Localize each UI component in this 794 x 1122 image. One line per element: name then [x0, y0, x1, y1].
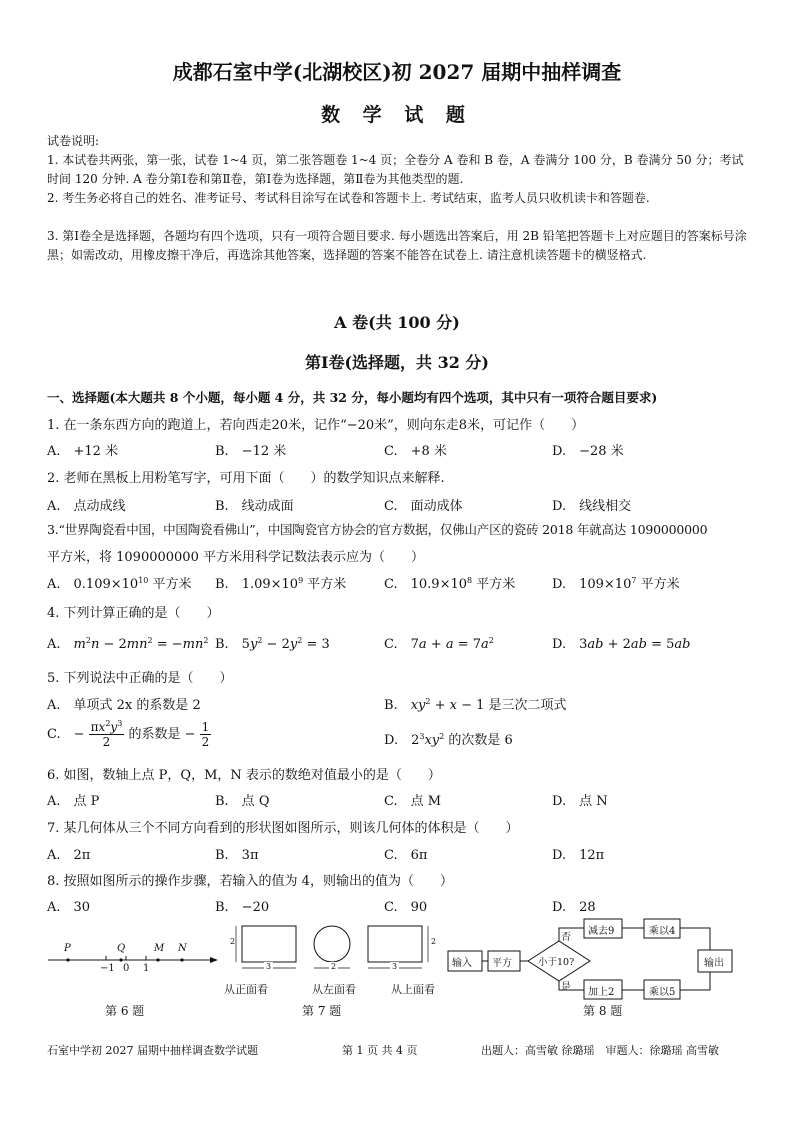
top-dim-3: 3: [392, 962, 398, 971]
front-view-label: 从正面看: [224, 983, 268, 996]
top-view-label: 从上面看: [391, 983, 435, 996]
instruction-2: 2. 考生务必将自己的姓名、准考证号、考试科目涂写在试卷和答题卡上. 考试结束，监考人员只收机读卡和答题卷.: [47, 191, 650, 205]
exam-subtitle: 数 学 试 题: [321, 104, 473, 126]
footer-page-number: 第 1 页 共 4 页: [342, 1044, 418, 1057]
q4-option-c: C. $7a + a = 7a^2$: [384, 636, 494, 652]
multiple-choice-heading: 一、选择题(本大题共 8 个小题，每小题 4 分，共 32 分，每小题均有四个选项，其中只有一项符合题目要求): [47, 390, 658, 405]
arrow-mul5-output: [680, 972, 710, 990]
question-1-stem: 1. 在一条东西方向的跑道上，若向西走20米，记作“−20米”，则向东走8米，可记作（ ）: [47, 418, 585, 433]
question-2-stem: 2. 老师在黑板上用粉笔写字，可用下面（ ）的数学知识点来解释.: [47, 471, 445, 486]
q7-option-b: B. 3π: [215, 848, 259, 863]
q4-option-b: B. $5y^2 - 2y^2 = 3$: [215, 636, 330, 652]
q3-option-a: A. $0.109\times 10^{10}$ 平方米: [47, 576, 192, 592]
flow-plus-label: 加上2: [588, 987, 615, 998]
question-7-stem: 7. 某几何体从三个不同方向看到的形状图如图所示，则该几何体的体积是（ ）: [47, 821, 519, 836]
q2-option-b: B. 线动成面: [215, 499, 294, 514]
q4-option-a: A. $m^2n - 2mn^2 = -mn^2$: [47, 636, 209, 652]
tick-label-1: 1: [143, 963, 150, 974]
arrow-mul4-output: [680, 928, 710, 950]
figure-7-caption: 第 7 题: [302, 1004, 342, 1018]
flow-no-label: 否: [561, 932, 571, 943]
question-3-stem-line2: 平方米，将 1090000000 平方米用科学记数法表示应为（ ）: [47, 550, 424, 565]
question-4-stem: 4. 下列计算正确的是（ ）: [47, 606, 220, 621]
flow-input-label: 输入: [452, 958, 472, 969]
point-q-label: Q: [117, 943, 126, 954]
flow-square-label: 平方: [492, 958, 512, 969]
figure-6-caption: 第 6 题: [105, 1004, 145, 1018]
part-1-heading: 第Ⅰ卷(选择题，共 32 分): [304, 353, 490, 372]
flow-minus-label: 减去9: [588, 926, 615, 937]
q2-option-d: D. 线线相交: [552, 499, 632, 514]
q4-option-d: D. 3ab + 2ab = 5ab: [552, 637, 691, 652]
instruction-1: 1. 本试卷共两张，第一张，试卷 1~4 页，第二张答题卷 1~4 页；全卷分 A 卷和 B 卷，A 卷满分 100 分，B 卷满分 50 分；考试时间 120 分钟. A 卷分第Ⅰ卷和第Ⅱ卷，第Ⅰ卷为选择题，第Ⅱ卷为其他类型的题.: [47, 153, 744, 186]
q5-option-a: A. 单项式 2x 的系数是 2: [47, 698, 201, 713]
q8-option-d: D. 28: [552, 900, 596, 915]
point-q-dot: [119, 958, 122, 961]
point-p-dot: [66, 958, 69, 961]
q6-option-c: C. 点 M: [384, 794, 442, 809]
flow-output-label: 输出: [704, 958, 724, 969]
flow-mul5-label: 乘以5: [649, 987, 676, 998]
exam-title: 成都石室中学(北湖校区)初 2027 届期中抽样调查: [172, 60, 622, 84]
three-views-figure: [228, 920, 438, 980]
q7-option-a: A. 2π: [47, 848, 91, 863]
instructions-heading: 试卷说明:: [47, 134, 100, 148]
q6-option-d: D. 点 N: [552, 794, 608, 809]
q6-option-a: A. 点 P: [47, 794, 100, 809]
q7-option-c: C. 6π: [384, 848, 428, 863]
top-view-rect: [368, 926, 422, 962]
point-n-label: N: [178, 943, 187, 954]
question-8-stem: 8. 按照如图所示的操作步骤，若输入的值为 4，则输出的值为（ ）: [47, 874, 453, 889]
point-m-dot: [156, 958, 159, 961]
q8-option-a: A. 30: [47, 900, 91, 915]
q8-option-c: C. 90: [384, 900, 428, 915]
point-p-label: P: [64, 943, 71, 954]
footer-authors: 出题人：高雪敏 徐璐瑶 审题人：徐璐瑶 高雪敏: [481, 1044, 719, 1057]
q8-option-b: B. −20: [215, 900, 270, 915]
number-line-arrow: [210, 957, 218, 963]
left-dim-2: 2: [331, 962, 337, 971]
tick-label-minus-1: −1: [100, 963, 115, 974]
q2-option-a: A. 点动成线: [47, 499, 126, 514]
q7-option-d: D. 12π: [552, 848, 605, 863]
front-dim-2: 2: [230, 937, 236, 946]
q1-option-a: A. +12 米: [47, 444, 119, 459]
footer-exam-name: 石室中学初 2027 届期中抽样调查数学试题: [47, 1044, 258, 1057]
figure-8-caption: 第 8 题: [583, 1004, 623, 1018]
q1-option-c: C. +8 米: [384, 444, 447, 459]
point-n-dot: [180, 958, 183, 961]
q3-option-c: C. $10.9\times 10^8$ 平方米: [384, 576, 516, 592]
q3-option-b: B. $1.09\times 10^9$ 平方米: [215, 576, 347, 592]
left-view-circle: [314, 926, 350, 962]
flow-mul4-label: 乘以4: [649, 926, 676, 937]
q5-option-c: C. − $\frac{\pi x^2y^3}{2}$ 的系数是 − $\frac{1}{2}$: [47, 719, 210, 749]
flow-yes-label: 是: [561, 982, 571, 993]
flow-condition-label: 小于10?: [538, 957, 575, 968]
q1-option-d: D. −28 米: [552, 444, 624, 459]
question-6-stem: 6. 如图，数轴上点 P，Q，M，N 表示的数绝对值最小的是（ ）: [47, 768, 441, 783]
q6-option-b: B. 点 Q: [215, 794, 270, 809]
q1-option-b: B. −12 米: [215, 444, 287, 459]
front-dim-3: 3: [266, 962, 272, 971]
q3-option-d: D. $109\times 10^7$ 平方米: [552, 576, 680, 592]
front-view-rect: [242, 926, 296, 962]
point-m-label: M: [154, 943, 165, 954]
question-3-stem-line1: 3.“世界陶瓷看中国，中国陶瓷看佛山”，中国陶瓷官方协会的官方数据，仅佛山产区的瓷砖 2018 年就高达 1090000000: [47, 522, 708, 537]
top-dim-2: 2: [431, 937, 437, 946]
question-5-stem: 5. 下列说法中正确的是（ ）: [47, 671, 233, 686]
instruction-3: 3. 第Ⅰ卷全是选择题，各题均有四个选项，只有一项符合题目要求. 每小题选出答案后，用 2B 铅笔把答题卡上对应题目的答案标号涂黑；如需改动，用橡皮擦干净后，再选涂其他答案，选择题的答案不能答在试卷上. 请注意机读答题卡的横竖格式.: [47, 229, 747, 262]
q2-option-c: C. 面动成体: [384, 499, 463, 514]
number-line-figure: [46, 938, 220, 978]
q5-option-b: B. $xy^2 + x - 1$ 是三次二项式: [384, 697, 567, 713]
q5-option-d: D. $2^3xy^2$ 的次数是 6: [384, 732, 513, 748]
left-view-label: 从左面看: [312, 983, 356, 996]
tick-label-0: 0: [123, 963, 130, 974]
section-a-heading: A 卷(共 100 分): [334, 313, 460, 332]
